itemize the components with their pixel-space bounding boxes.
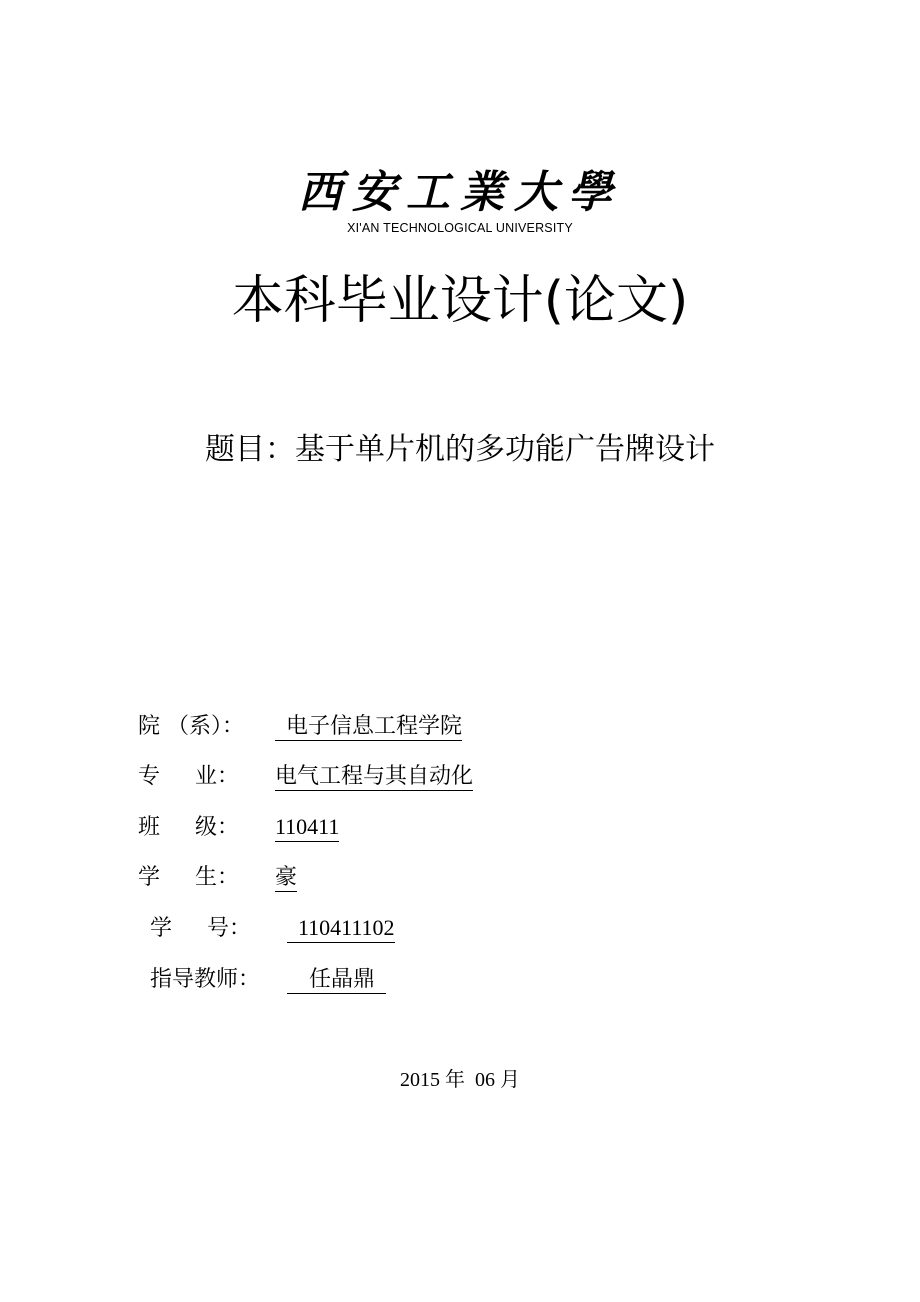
thesis-topic: 题目：基于单片机的多功能广告牌设计	[205, 432, 715, 467]
major-label: 专 业：	[138, 764, 239, 789]
advisor-value: 任晶鼎	[287, 965, 386, 994]
student-value: 豪	[275, 863, 297, 892]
student-label: 学 生：	[138, 865, 239, 890]
student-id-value: 110411102	[287, 914, 395, 943]
department-value: 电子信息工程学院	[275, 712, 462, 741]
advisor-label: 指导教师：	[150, 967, 261, 992]
submission-date: 2015 年 06 月	[400, 1069, 520, 1091]
student-id-label: 学 号：	[150, 916, 251, 941]
university-logo-chinese: 西安工業大學	[298, 167, 622, 218]
class-value: 110411	[275, 813, 339, 842]
major-value: 电气工程与其自动化	[275, 762, 473, 791]
class-label: 班 级：	[138, 815, 239, 840]
university-logo-english: XI'AN TECHNOLOGICAL UNIVERSITY	[347, 221, 573, 235]
document-title: 本科毕业设计(论文)	[231, 271, 689, 331]
department-label: 院 （系）：	[138, 714, 244, 739]
